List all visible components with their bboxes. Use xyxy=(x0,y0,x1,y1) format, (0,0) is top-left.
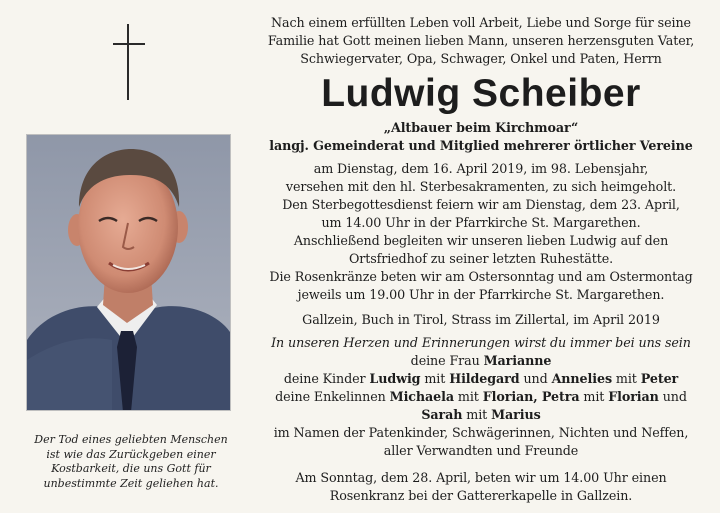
body-line: jeweils um 19.00 Uhr in der Pfarrkirche St. Margarethen. xyxy=(297,287,665,302)
family-text: mit xyxy=(453,389,483,404)
family-others: im Namen der Patenkinder, Schwägerinnen, Nichten und Neffen, xyxy=(273,425,689,440)
body-line: versehen mit den hl. Sterbesakramenten, zu sich heimgeholt. xyxy=(285,179,677,194)
family-children xyxy=(252,370,710,388)
family-name: Florian, Petra xyxy=(482,389,580,404)
family-name: Sarah xyxy=(421,407,463,422)
deceased-name: Ludwig Scheiber xyxy=(321,72,641,115)
family-text: mit xyxy=(420,371,450,386)
place-date: Gallzein, Buch in Tirol, Strass im Zillertal, im April 2019 xyxy=(302,312,660,327)
quote-line: Kostbarkeit, die uns Gott für xyxy=(51,462,211,475)
intro-line: Schwiegervater, Opa, Schwager, Onkel und Paten, Herrn xyxy=(300,51,662,66)
nickname: „Altbauer beim Kirchmoar“ xyxy=(383,120,579,135)
family-name: Marius xyxy=(491,407,541,422)
quote-line: ist wie das Zurückgeben einer xyxy=(46,447,216,461)
family-text: mit xyxy=(611,371,641,386)
family-text: mit xyxy=(579,389,609,404)
family-others: aller Verwandten und Freunde xyxy=(383,443,579,458)
family-text: deine Kinder xyxy=(283,371,370,386)
rosary-line: Rosenkranz bei der Gattererkapelle in Gallzein. xyxy=(329,488,633,503)
family-grandchildren-2 xyxy=(252,406,710,424)
intro-line: Nach einem erfüllten Leben voll Arbeit, Liebe und Sorge für seine xyxy=(271,15,691,30)
family-name: Annelies xyxy=(551,371,612,386)
family-name: Hildegard xyxy=(449,371,520,386)
rosary-line: Am Sonntag, dem 28. April, beten wir um 14.00 Uhr einen xyxy=(295,470,667,485)
quote-text xyxy=(18,433,244,491)
family-text: deine Frau xyxy=(410,353,484,368)
family-text: mit xyxy=(462,407,492,422)
body-line: Ortsfriedhof zu seiner letzten Ruhestätte. xyxy=(348,251,614,266)
quote-line: unbestimmte Zeit geliehen hat. xyxy=(43,476,219,490)
quote-line: Der Tod eines geliebten Menschen xyxy=(34,433,228,446)
body-line: um 14.00 Uhr in der Pfarrkirche St. Margarethen. xyxy=(321,215,641,230)
body-line: am Dienstag, dem 16. April 2019, im 98. Lebensjahr, xyxy=(313,161,649,176)
family-text: und xyxy=(519,371,552,386)
family-name: Peter xyxy=(640,371,679,386)
family-name: Michaela xyxy=(389,389,454,404)
motto: In unseren Herzen und Erinnerungen wirst du immer bei uns sein xyxy=(271,335,691,350)
family-name: Marianne xyxy=(483,353,552,368)
cross-icon xyxy=(113,24,145,100)
family-wife xyxy=(252,352,710,370)
portrait-photo xyxy=(26,134,231,411)
main-text xyxy=(252,14,710,505)
family-text: und xyxy=(658,389,687,404)
intro-line: Familie hat Gott meinen lieben Mann, unseren herzensguten Vater, xyxy=(267,33,695,48)
family-grandchildren xyxy=(252,388,710,406)
role: langj. Gemeinderat und Mitglied mehrerer örtlicher Vereine xyxy=(269,138,693,153)
family-name: Ludwig xyxy=(369,371,421,386)
body-line: Anschließend begleiten wir unseren lieben Ludwig auf den xyxy=(293,233,669,248)
body-line: Den Sterbegottesdienst feiern wir am Dienstag, dem 23. April, xyxy=(282,197,680,212)
family-text: deine Enkelinnen xyxy=(275,389,390,404)
body-line: Die Rosenkränze beten wir am Ostersonntag und am Ostermontag xyxy=(269,269,693,284)
family-name: Florian xyxy=(608,389,659,404)
